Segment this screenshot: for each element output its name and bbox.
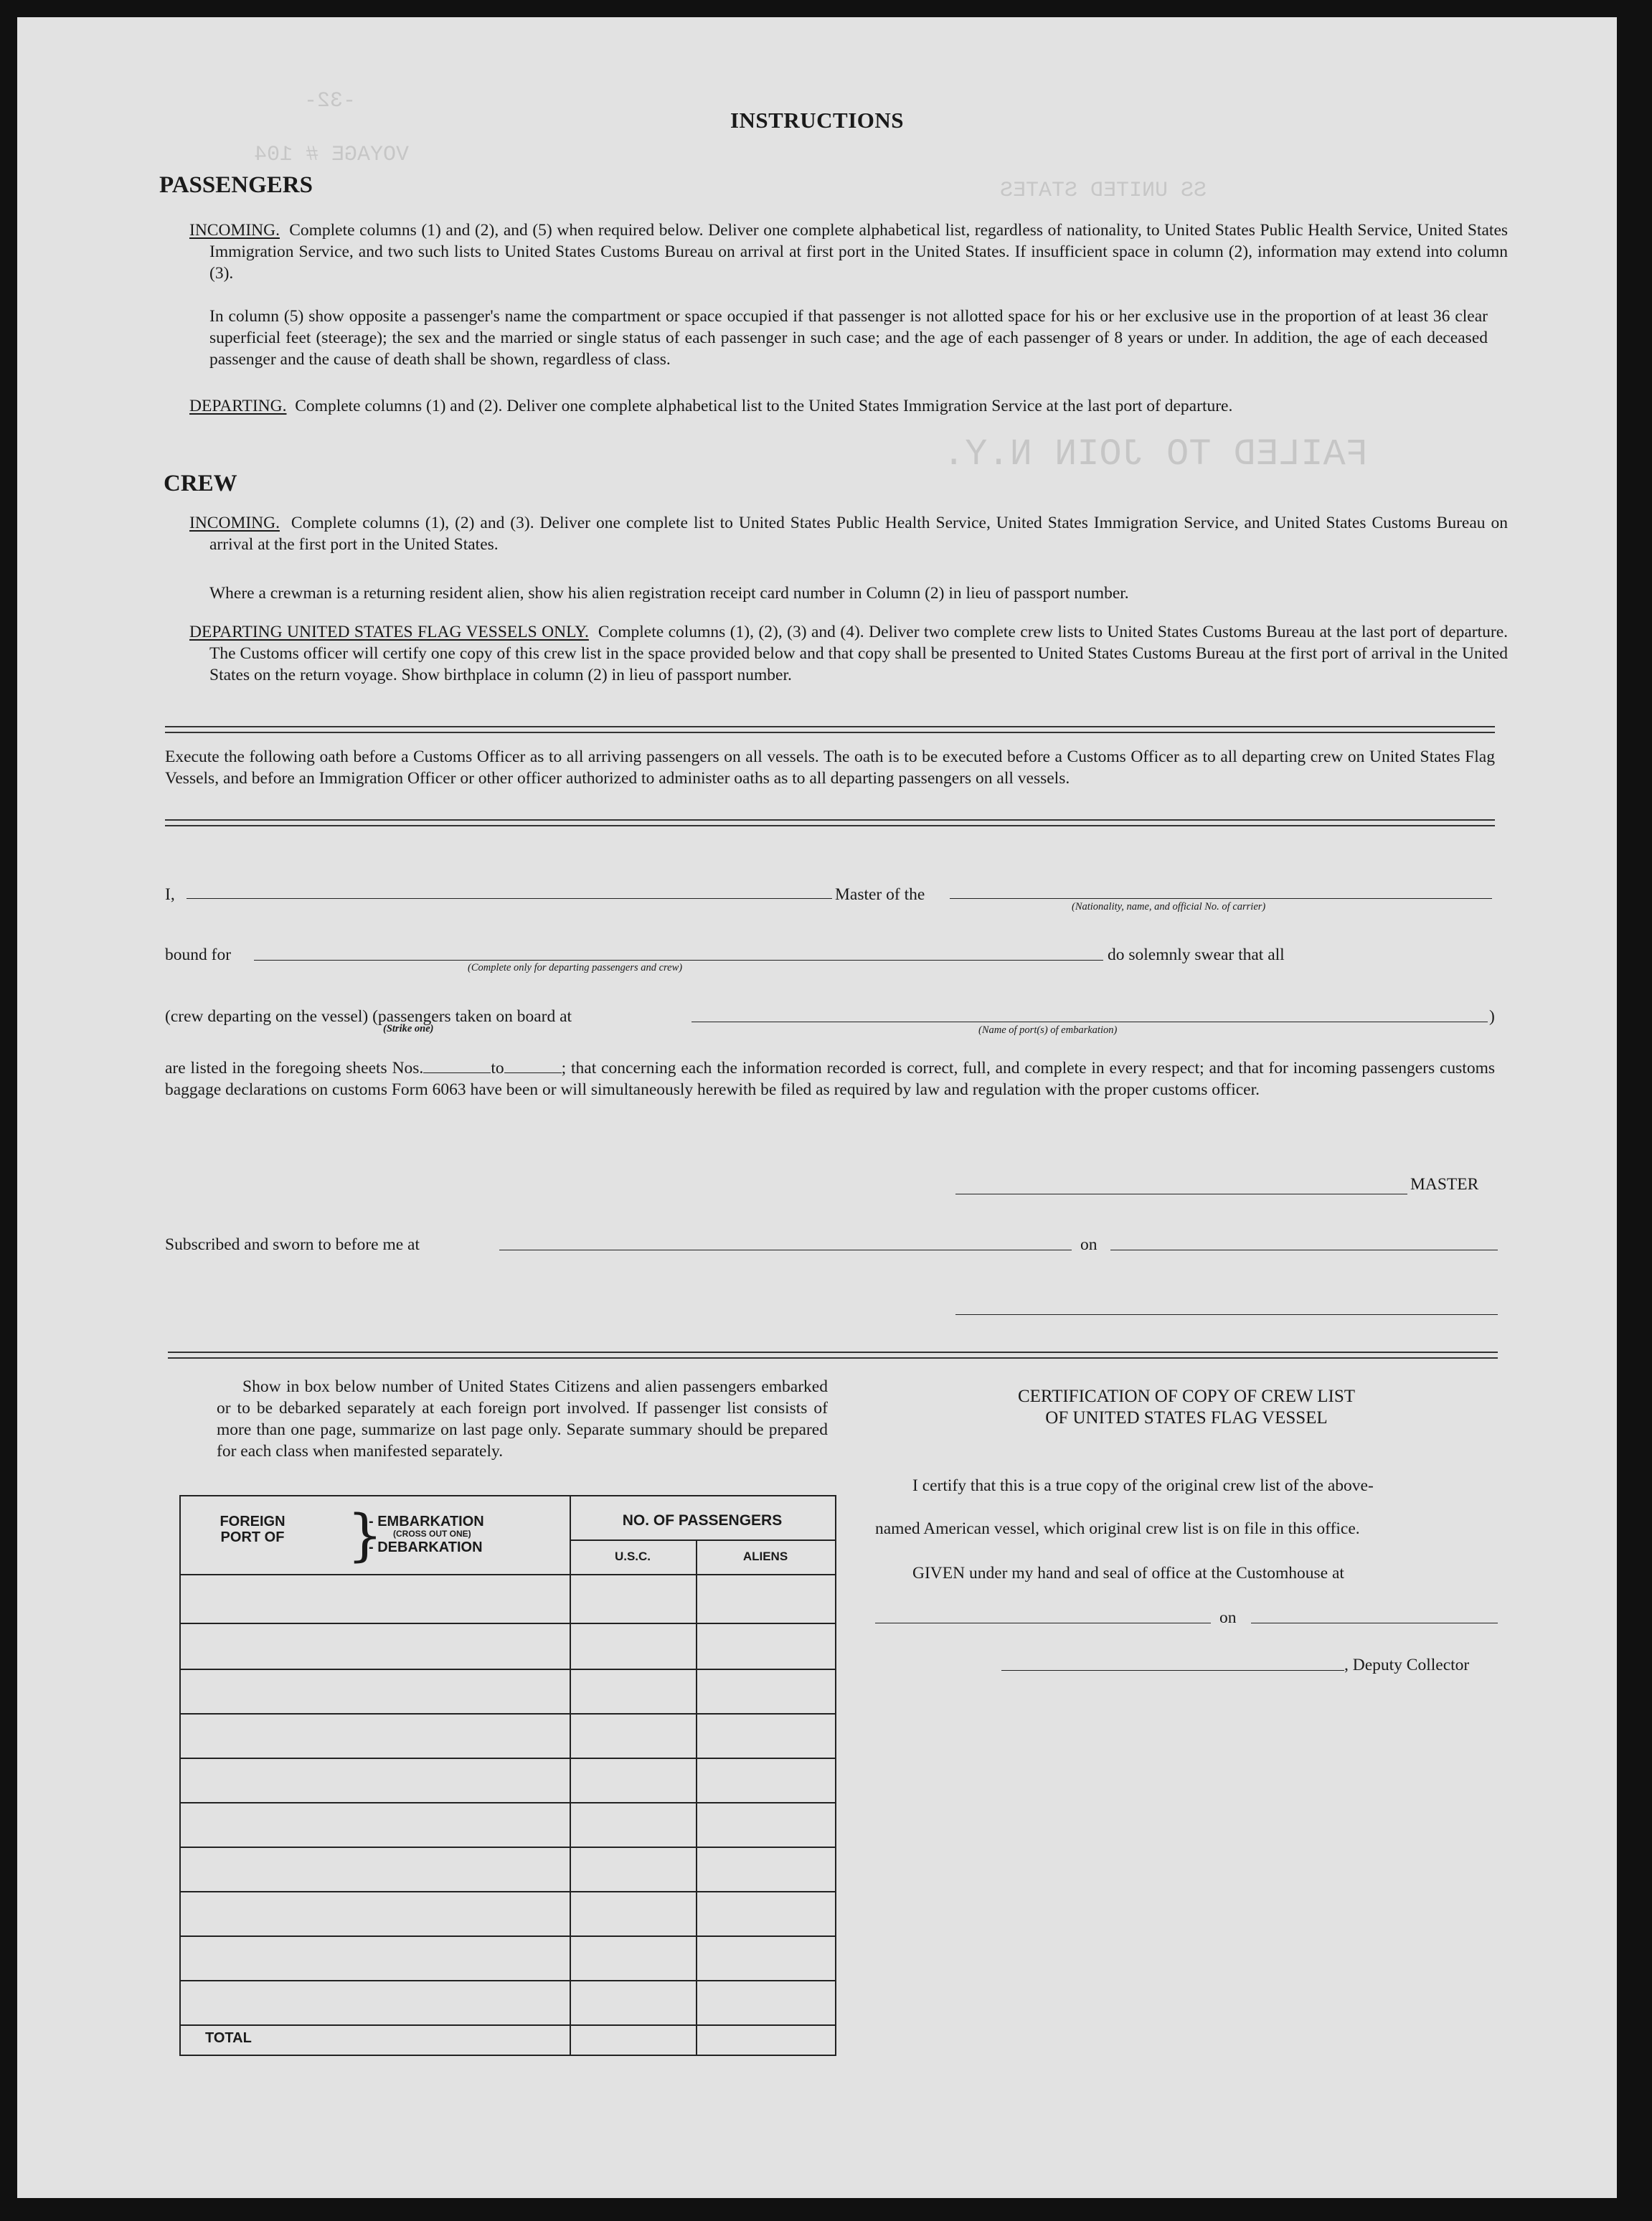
crew-incoming-text: Complete columns (1), (2) and (3). Deliver one complete list to United States Public Health Service, United States Immigration Service, and United States Customs Bureau on arrival at the first port in the United States. [209, 514, 1508, 554]
certification-title-2: OF UNITED STATES FLAG VESSEL [1045, 1408, 1328, 1428]
bleed-ss-united-states: SS UNITED STATES [1000, 179, 1207, 203]
summary-instructions: Show in box below number of United States Citizens and alien passengers embarked or to be debarked separately at each foreign port involved. If passenger list consists of more than one page, summarize on last page only. Separate summary should be prepared for each class when manifested separately. [217, 1377, 828, 1461]
subscribed-label: Subscribed and sworn to before me at [165, 1235, 420, 1254]
row-line-8 [181, 1935, 835, 1937]
passengers-incoming-text: Complete columns (1) and (2), and (5) when required below. Deliver one complete alphabetical list, regardless of nationality, to United States Public Health Service, United States Immigration Service, and two such lists to United States Customs Bureau on arrival at first port in the United States. If insufficient space in column (2), information may extend into column (3). [209, 221, 1509, 283]
crew-departing-text: Complete columns (1), (2), (3) and (4). Deliver two complete crew lists to United States Customs Bureau at the last port of departure. The Customs officer will certify one copy of this crew list in the space provided below and that copy shall be presented to United States Customs Bureau at the first port of arrival in the United States on the return voyage. Show birthplace in column (2) in lieu of passport number. [209, 623, 1508, 684]
sheet-from-field[interactable] [423, 1058, 491, 1073]
deputy-collector-label: , Deputy Collector [1344, 1656, 1470, 1674]
deputy-collector-signature-field[interactable] [1001, 1670, 1344, 1671]
row-line-7 [181, 1891, 835, 1892]
close-paren: ) [1489, 1007, 1495, 1026]
subscribed-on-label: on [1080, 1235, 1098, 1254]
officer-signature-field[interactable] [955, 1314, 1498, 1315]
master-name-field[interactable] [187, 898, 832, 899]
row-line-4 [181, 1758, 835, 1759]
listed-text: ; that concerning each the information recorded is correct, full, and complete in every respect; and that for incoming passengers customs baggage declarations on customs Form 6063 have been or will simultaneously herewith be filed as required by law and regulation with the proper customs officer. [165, 1059, 1495, 1099]
certify-line-2: named American vessel, which original crew list is on file in this office. [875, 1519, 1360, 1538]
carrier-caption: (Nationality, name, and official No. of carrier) [1072, 901, 1266, 913]
crew-departing-label[interactable]: (crew departing on the vessel) (passengers taken on board at [165, 1007, 572, 1026]
header-divider [570, 1539, 835, 1541]
col-divider-1 [570, 1496, 571, 2055]
row-line-5 [181, 1802, 835, 1803]
oath-i-label: I, [165, 885, 175, 904]
bleed-page-mark: -32- [304, 89, 357, 113]
crew-departing-label: DEPARTING UNITED STATES FLAG VESSELS ONLY. [189, 623, 589, 641]
row-line-6 [181, 1847, 835, 1848]
summary-table [179, 1495, 836, 2056]
to-label: to [491, 1059, 504, 1078]
total-label: TOTAL [205, 2030, 252, 2046]
embarkation-label: - EMBARKATION [369, 1514, 484, 1529]
crew-incoming-label: INCOMING. [189, 514, 280, 532]
row-line-9 [181, 1980, 835, 1981]
master-of-label: Master of the [835, 885, 925, 904]
form-page [17, 17, 1617, 2198]
crew-heading: CREW [164, 471, 237, 496]
row-line-1 [181, 1623, 835, 1624]
no-passengers-label: NO. OF PASSENGERS [622, 1512, 783, 1529]
divider-oath [165, 819, 1495, 826]
passengers-column5-paragraph: In column (5) show opposite a passenger's name the compartment or space occupied if that passenger is not allotted space for his or her exclusive use in the proportion of at least 36 clear superficial feet (steerage); the sex and the married or single status of each passenger in such case; and the age of each passenger of 8 years or under. In addition, the age of each deceased passenger and the cause of death shall be shown, regardless of class. [209, 307, 1488, 369]
row-line-3 [181, 1713, 835, 1715]
page-title: INSTRUCTIONS [730, 108, 904, 133]
row-line-0 [181, 1574, 835, 1575]
foreign-port-label: FOREIGN PORT OF [220, 1514, 285, 1545]
carrier-field[interactable] [950, 898, 1492, 899]
divider-bottom [168, 1352, 1498, 1359]
crew-returning-paragraph: Where a crewman is a returning resident alien, show his alien registration receipt card number in Column (2) in lieu of passport number. [209, 584, 1129, 603]
passengers-departing-text: Complete columns (1) and (2). Deliver one complete alphabetical list to the United States Immigration Service at the last port of departure. [295, 397, 1233, 415]
usc-label: U.S.C. [614, 1550, 651, 1563]
row-line-2 [181, 1669, 835, 1670]
bleed-failed-to-join: FAILED TO JOIN N.Y. [943, 433, 1368, 476]
ports-caption: (Name of port(s) of embarkation) [978, 1024, 1118, 1036]
bound-for-label: bound for [165, 946, 232, 964]
swear-label: do solemnly swear that all [1108, 946, 1285, 964]
divider-top [165, 726, 1495, 733]
passengers-departing-paragraph [189, 395, 1508, 417]
brace-symbol: } [347, 1504, 383, 1568]
complete-only-caption: (Complete only for departing passengers and crew) [468, 962, 683, 973]
aliens-label: ALIENS [742, 1550, 788, 1563]
strike-one-caption: (Strike one) [383, 1023, 434, 1034]
debarkation-label: - DEBARKATION [369, 1539, 483, 1555]
given-text: GIVEN under my hand and seal of office at the Customhouse at [912, 1564, 1344, 1583]
passengers-incoming-label: INCOMING. [189, 221, 280, 240]
bleed-voyage: VOYAGE # 104 [254, 143, 410, 167]
passengers-departing-label: DEPARTING. [189, 397, 287, 415]
certify-line-1: I certify that this is a true copy of the original crew list of the above- [912, 1476, 1374, 1495]
oath-intro: Execute the following oath before a Customs Officer as to all arriving passengers on all vessels. The oath is to be executed before a Customs Officer as to all departing crew on United States Flag Vessels, and before an Immigration Officer or other officer authorized to administer oaths as to all departing passengers on all vessels. [165, 748, 1495, 788]
sheet-to-field[interactable] [504, 1058, 562, 1073]
row-line-10 [181, 2024, 835, 2026]
passengers-incoming-paragraph [189, 220, 1508, 284]
crew-incoming-paragraph [189, 512, 1508, 555]
listed-prefix: are listed in the foregoing sheets Nos. [165, 1059, 424, 1078]
col-divider-2 [696, 1539, 697, 2055]
master-label: MASTER [1410, 1175, 1479, 1194]
certification-title-1: CERTIFICATION OF COPY OF CREW LIST [1017, 1387, 1356, 1406]
crew-departing-paragraph [189, 621, 1508, 686]
listed-paragraph [165, 1057, 1495, 1100]
cross-out-label: (CROSS OUT ONE) [393, 1529, 471, 1539]
passengers-heading: PASSENGERS [159, 172, 313, 198]
bound-for-field[interactable] [254, 960, 1103, 961]
certification-on-label: on [1219, 1608, 1237, 1627]
